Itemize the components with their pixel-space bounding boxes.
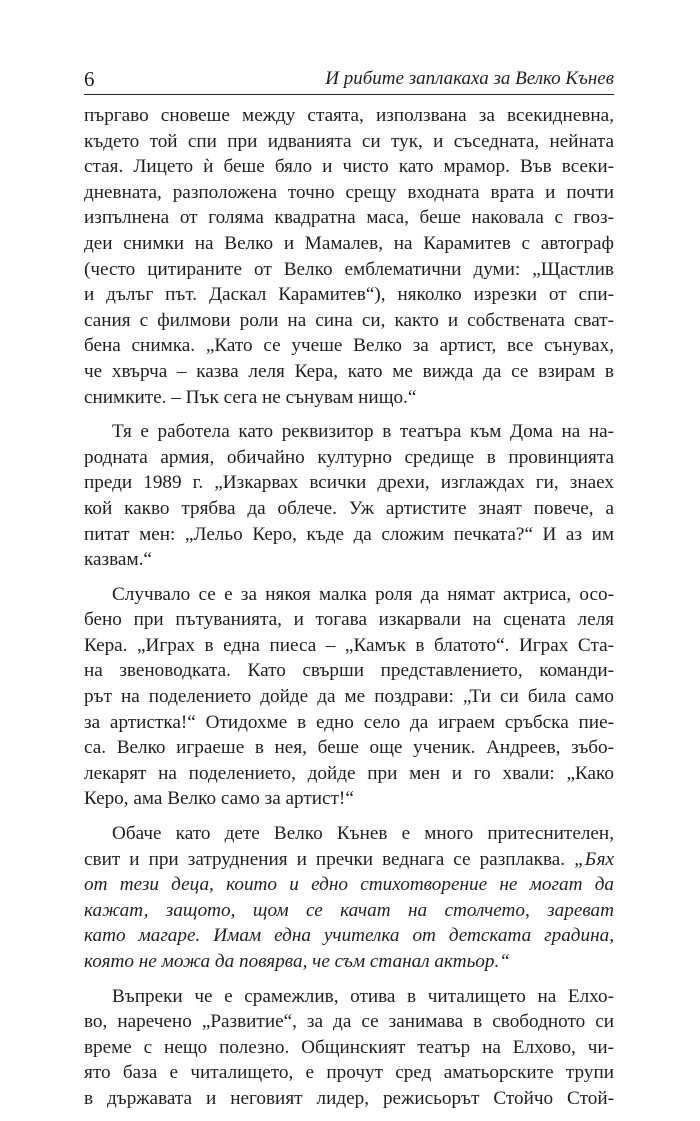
paragraph-2 — [84, 419, 614, 573]
quote-segment: „Бях — [574, 848, 614, 870]
paragraph-3 — [84, 582, 614, 812]
text-line: рът на поделението дойде да ме поздрави: „Ти си била само — [84, 686, 614, 708]
paragraph-4 — [84, 821, 614, 975]
text-line: на звеноводката. Като свърши представлението, команди- — [84, 660, 614, 682]
text-line: дневната, разположена точно срещу входната врата и почти — [84, 181, 614, 203]
text-line: Случвало се е за някоя малка роля да нямат актриса, осо- — [112, 583, 614, 605]
paragraph-5 — [84, 984, 614, 1112]
body-text — [84, 103, 614, 1121]
text-line: че хвърча – казва леля Кера, като ме вижда да се взирам в — [84, 360, 614, 382]
page-number: 6 — [84, 67, 95, 91]
text-line — [84, 847, 614, 873]
text-line: бена снимка. „Като се учеше Велко за артист, все сънувах, — [84, 335, 614, 357]
quote-line: от тези деца, които и едно стихотворение не могат да — [84, 874, 614, 896]
text-line: казвам.“ — [84, 549, 152, 571]
text-line: за артистка!“ Отидохме в едно село да играем сръбска пие- — [84, 711, 614, 733]
text-line: Обаче като дете Велко Кънев е много притеснителен, — [112, 823, 614, 845]
text-line: стая. Лицето ѝ беше бяло и чисто като мрамор. Във всеки- — [84, 156, 614, 178]
quote-line: като магаре. Имам една учителка от детската градина, — [84, 925, 614, 947]
text-line: в държавата и неговият лидер, режисьорът Стойчо Стой- — [84, 1087, 614, 1109]
text-line: и дълъг път. Даскал Карамитев“), няколко изрезки от спи- — [84, 284, 614, 306]
text-line: кой какво трябва да облече. Уж артистите знаят повече, а — [84, 497, 614, 519]
text-line: питат мен: „Лельо Керо, къде да сложим печката?“ И аз им — [84, 523, 614, 545]
text-line: Кера. „Играх в една пиеса – „Камък в блатото“. Играх Ста- — [84, 634, 614, 656]
text-line: пъргаво сновеше между стаята, използвана за всекидневна, — [84, 105, 614, 126]
running-title: И рибите заплакаха за Велко Кънев — [325, 68, 614, 89]
text-line: снимките. – Пък сега не сънувам нищо.“ — [84, 386, 417, 408]
quote-line: която не можа да повярва, че съм станал актьор.“ — [84, 951, 510, 972]
text-line: където той спи при идванията си тук, и съседната, нейната — [84, 130, 614, 152]
text-line: време с нещо полезно. Общинският театър на Елхово, чи- — [84, 1036, 614, 1058]
page-header — [84, 68, 614, 95]
text-line: бено при пътуванията, и тогава изкарвали на сцената леля — [84, 609, 614, 631]
text-line: во, наречено „Развитие“, за да се занимава в свободното си — [84, 1011, 614, 1033]
text-line: сания с филмови роли на сина си, както и собствената сват- — [84, 309, 614, 331]
text-line: лекарят на поделението, дойде при мен и го хвали: „Како — [84, 762, 614, 784]
text-line: ято база е читалището, е прочут сред аматьорските трупи — [84, 1062, 614, 1084]
text-line: са. Велко играеше в нея, беше още ученик. Андреев, зъбо- — [84, 737, 614, 759]
text-segment: свит и при затруднения и пречки веднага се разплаква. — [84, 848, 566, 870]
text-line: деи снимки на Велко и Мамалев, на Карамитев с автограф — [84, 232, 614, 254]
text-line: Въпреки че е срамежлив, отива в читалището на Елхо- — [112, 985, 614, 1007]
paragraph-1 — [84, 103, 614, 410]
text-line: (често цитираните от Велко емблематични думи: „Щастлив — [84, 258, 614, 280]
text-line: преди 1989 г. „Изкарвах всички дрехи, изглаждах ги, знаех — [84, 472, 614, 494]
text-line: родната армия, обичайно културно средище в провинцията — [84, 446, 614, 468]
text-line: Керо, ама Велко само за артист!“ — [84, 788, 354, 810]
quote-line: кажат, защото, щом се качат на столчето, зареват — [84, 899, 614, 921]
text-line: Тя е работела като реквизитор в театъра към Дома на на- — [112, 421, 614, 443]
text-line: изпълнена от голяма квадратна маса, беше наковала с гвоз- — [84, 207, 614, 229]
